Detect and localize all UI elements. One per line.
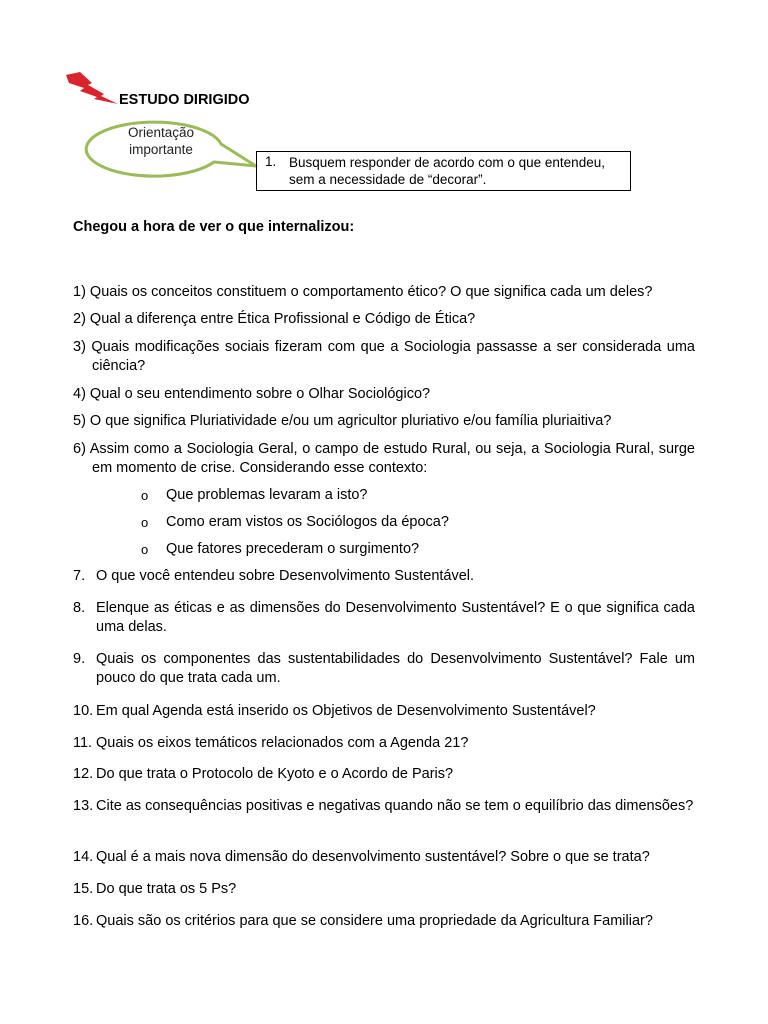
question-text: Em qual Agenda está inserido os Objetivos de Desenvolvimento Sustentável? — [96, 703, 596, 719]
question-number: 9. — [73, 651, 86, 667]
question-text: Do que trata o Protocolo de Kyoto e o Acordo de Paris? — [96, 766, 454, 782]
question-item — [73, 650, 695, 688]
question-text: Elenque as éticas e as dimensões do Desenvolvimento Sustentável? E o que significa cada uma delas. — [96, 600, 695, 635]
question-item — [73, 310, 695, 329]
sub-item-text: Como eram vistos os Sociólogos da época? — [166, 514, 449, 530]
bullet-icon: o — [141, 515, 149, 530]
question-item — [73, 734, 695, 753]
lightning-bolt-icon — [64, 70, 120, 106]
question-text: Qual é a mais nova dimensão do desenvolvimento sustentável? Sobre o que se trata? — [96, 849, 650, 865]
bubble-label: Orientação importante — [127, 125, 195, 157]
question-item — [73, 848, 695, 867]
question-item — [73, 567, 695, 586]
question-item — [73, 599, 695, 637]
question-number: 16. — [73, 913, 94, 929]
question-item — [73, 880, 695, 899]
question-item — [73, 338, 695, 376]
question-number: 10. — [73, 703, 94, 719]
question-text: 5) O que significa Pluriatividade e/ou um agricultor pluriativo e/ou família pluriaitiva? — [73, 413, 612, 429]
question-number: 12. — [73, 766, 94, 782]
question-number: 15. — [73, 881, 94, 897]
question-item — [73, 412, 695, 431]
question-text: Quais os componentes das sustentabilidades do Desenvolvimento Sustentável? Fale um pouco do que trata cada um. — [96, 651, 695, 686]
question-item — [73, 797, 695, 816]
question-text: 6) Assim como a Sociologia Geral, o campo de estudo Rural, ou seja, a Sociologia Rural, surge em momento de crise. Considerando esse contexto: — [73, 441, 695, 476]
sub-item-text: Que problemas levaram a isto? — [166, 487, 368, 503]
question-text: 4) Qual o seu entendimento sobre o Olhar Sociológico? — [73, 386, 431, 402]
question-text: Quais são os critérios para que se considere uma propriedade da Agricultura Familiar? — [96, 913, 653, 929]
question-item — [73, 385, 695, 404]
question-number: 13. — [73, 798, 94, 814]
bullet-icon: o — [141, 488, 149, 503]
question-text: 2) Qual a diferença entre Ética Profissional e Código de Ética? — [73, 311, 476, 327]
question-number: 7. — [73, 568, 86, 584]
instruction-number: 1. — [265, 154, 277, 169]
question-item — [73, 283, 695, 302]
sub-item-text: Que fatores precederam o surgimento? — [166, 541, 420, 557]
question-text: O que você entendeu sobre Desenvolvimento Sustentável. — [96, 568, 475, 584]
question-item — [73, 765, 695, 784]
question-number: 8. — [73, 600, 86, 616]
question-text: Do que trata os 5 Ps? — [96, 881, 237, 897]
question-item — [73, 440, 695, 478]
question-number: 11. — [73, 735, 93, 751]
question-text: 3) Quais modificações sociais fizeram com que a Sociologia passasse a ser considerada uma ciência? — [73, 339, 695, 374]
document-title: ESTUDO DIRIGIDO — [119, 92, 250, 108]
question-text: 1) Quais os conceitos constituem o comportamento ético? O que significa cada um deles? — [73, 284, 653, 300]
question-text: Cite as consequências positivas e negativas quando não se tem o equilíbrio das dimensões? — [96, 798, 694, 814]
instruction-text: Busquem responder de acordo com o que entendeu, sem a necessidade de “decorar”. — [289, 155, 605, 187]
section-heading: Chegou a hora de ver o que internalizou: — [73, 219, 355, 235]
question-item — [73, 702, 695, 721]
question-number: 14. — [73, 849, 94, 865]
question-text: Quais os eixos temáticos relacionados com a Agenda 21? — [96, 735, 469, 751]
question-item — [73, 912, 695, 931]
bullet-icon: o — [141, 542, 149, 557]
